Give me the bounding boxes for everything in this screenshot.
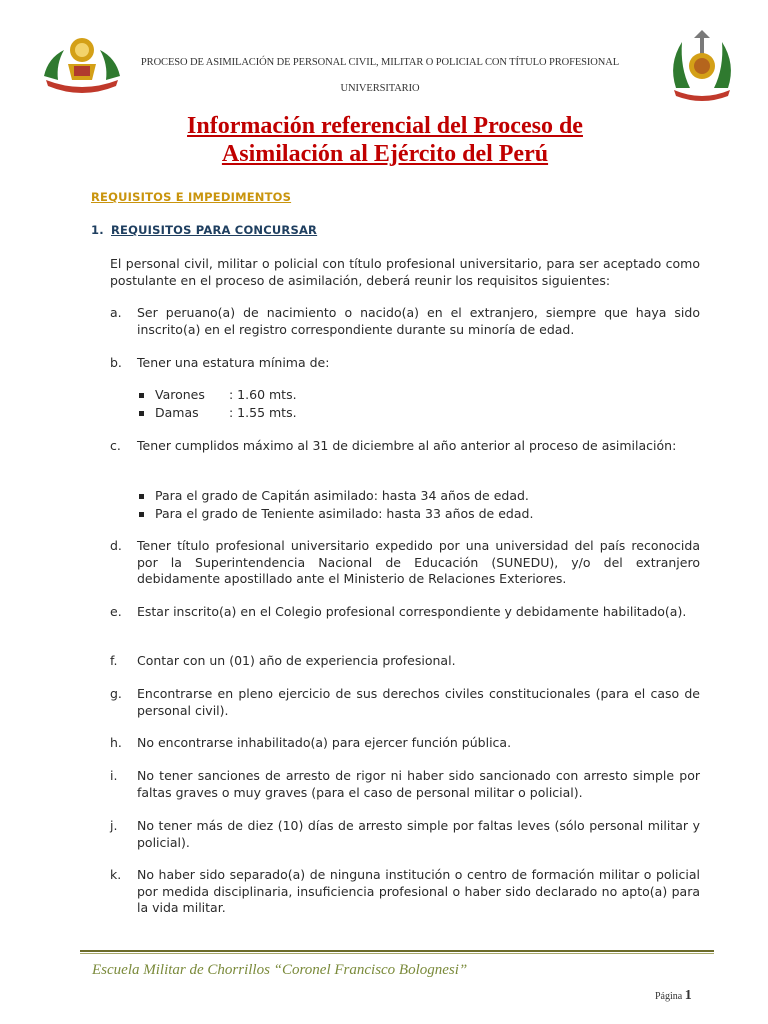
item-text: Tener cumplidos máximo al 31 de diciembre al año anterior al proceso de asimilación: xyxy=(137,438,677,453)
item-letter: b. xyxy=(110,355,122,370)
item-text: No tener sanciones de arresto de rigor ni haber sido sancionado con arresto simple por faltas graves o muy graves (para el caso de personal militar o policial). xyxy=(137,768,700,800)
army-emblem-icon xyxy=(664,28,740,104)
peru-coat-of-arms-icon xyxy=(38,28,126,98)
height-bullet-list xyxy=(137,387,697,423)
page-header xyxy=(0,0,768,110)
header-title xyxy=(120,50,640,102)
requirement-item-i xyxy=(110,768,700,801)
item-letter: e. xyxy=(110,604,122,619)
header-line-2: UNIVERSITARIO xyxy=(340,83,420,94)
requirement-item-e xyxy=(110,604,700,621)
bullet-label: Damas xyxy=(155,405,199,420)
item-letter: f. xyxy=(110,653,118,668)
list-item xyxy=(137,405,697,423)
title-line-2: Asimilación al Ejército del Perú xyxy=(221,141,549,167)
page-number xyxy=(655,988,692,1004)
requirement-item-f xyxy=(110,653,700,670)
subsection-number: 1. xyxy=(91,223,104,237)
subsection-heading xyxy=(91,223,317,237)
bullet-label: Varones xyxy=(155,387,205,402)
bullet-value: : 1.55 mts. xyxy=(229,405,297,420)
requirement-item-k xyxy=(110,867,700,917)
item-letter: g. xyxy=(110,686,122,701)
item-letter: c. xyxy=(110,438,121,453)
requirement-item-d xyxy=(110,538,700,588)
item-text: Ser peruano(a) de nacimiento o nacido(a) en el extranjero, siempre que haya sido inscrito(a) en el registro correspondiente durante su minoría de edad. xyxy=(137,305,700,337)
item-letter: j. xyxy=(110,818,118,833)
section-heading: REQUISITOS E IMPEDIMENTOS xyxy=(91,190,292,204)
footer-school-name: Escuela Militar de Chorrillos “Coronel Francisco Bolognesi” xyxy=(92,962,468,978)
requirement-item-j xyxy=(110,818,700,851)
list-item: Para el grado de Teniente asimilado: hasta 33 años de edad. xyxy=(137,506,697,524)
page-number-value: 1 xyxy=(684,988,692,1003)
page-label: Página xyxy=(655,991,683,1002)
requirement-item-g xyxy=(110,686,700,719)
item-text: Encontrarse en pleno ejercicio de sus derechos civiles constitucionales (para el caso de personal civil). xyxy=(137,686,700,718)
requirement-item-a xyxy=(110,305,700,338)
item-letter: a. xyxy=(110,305,122,320)
age-bullet-list xyxy=(137,488,697,524)
item-letter: d. xyxy=(110,538,122,553)
item-text: No tener más de diez (10) días de arresto simple por faltas leves (sólo personal militar y policial). xyxy=(137,818,700,850)
list-item xyxy=(137,387,697,405)
item-text: Estar inscrito(a) en el Colegio profesional correspondiente y debidamente habilitado(a). xyxy=(137,604,687,619)
requirement-item-c xyxy=(110,438,700,455)
document-title xyxy=(80,112,690,168)
item-text: No encontrarse inhabilitado(a) para ejercer función pública. xyxy=(137,735,512,750)
requirement-item-h xyxy=(110,735,700,752)
subsection-label: REQUISITOS PARA CONCURSAR xyxy=(111,223,318,237)
title-line-1: Información referencial del Proceso de xyxy=(187,113,583,139)
item-letter: h. xyxy=(110,735,122,750)
header-line-1: PROCESO DE ASIMILACIÓN DE PERSONAL CIVIL, MILITAR O POLICIAL CON TÍTULO PROFESIONAL xyxy=(140,57,620,68)
item-text: Tener título profesional universitario expedido por una universidad del país reconocida por la Superintendencia Nacional de Educación (SUNEDU), y/o del extranjero debidamente apostillado ante el Ministerio de Relaciones Exteriores. xyxy=(137,538,700,586)
bullet-value: : 1.60 mts. xyxy=(229,387,297,402)
requirement-item-b xyxy=(110,355,700,372)
intro-paragraph: El personal civil, militar o policial con título profesional universitario, para ser aceptado como postulante en el proceso de asimilación, deberá reunir los requisitos siguientes: xyxy=(110,256,700,288)
footer-divider-thin xyxy=(80,953,714,954)
item-text: Contar con un (01) año de experiencia profesional. xyxy=(137,653,456,668)
item-text: No haber sido separado(a) de ninguna institución o centro de formación militar o policial por medida disciplinaria, insuficiencia profesional o haber sido declarado no apto(a) para la vida militar. xyxy=(137,867,700,915)
footer-divider xyxy=(80,950,714,952)
item-letter: i. xyxy=(110,768,118,783)
item-letter: k. xyxy=(110,867,122,882)
item-text: Tener una estatura mínima de: xyxy=(137,355,330,370)
list-item: Para el grado de Capitán asimilado: hasta 34 años de edad. xyxy=(137,488,697,506)
